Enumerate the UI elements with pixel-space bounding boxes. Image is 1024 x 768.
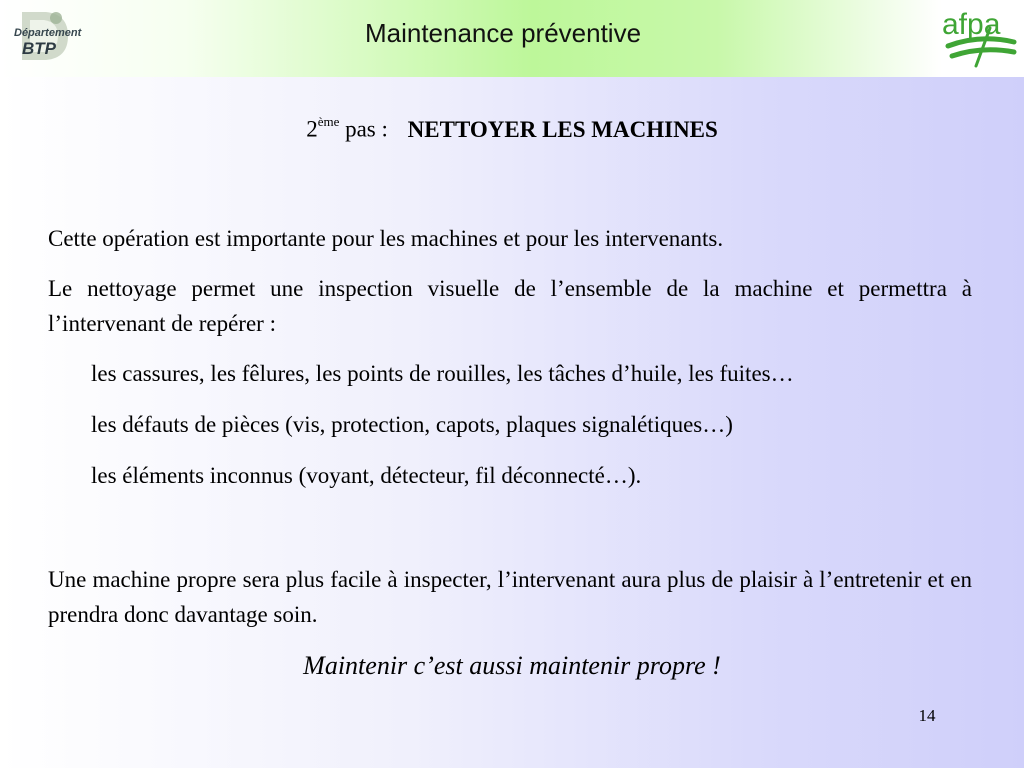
list-item: les défauts de pièces (vis, protection, capots, plaques signalétiques…) bbox=[91, 412, 733, 437]
list-item: les éléments inconnus (voyant, détecteur, fil déconnecté…). bbox=[91, 463, 642, 488]
step-title: NETTOYER LES MACHINES bbox=[407, 116, 718, 142]
inspection-paragraph: Le nettoyage permet une inspection visuelle de l’ensemble de la machine et permettra à l’intervenant de repérer : bbox=[48, 276, 972, 336]
step-number: 2 bbox=[306, 116, 318, 142]
intro-paragraph: Cette opération est importante pour les machines et pour les intervenants. bbox=[48, 226, 724, 251]
slide-title: Maintenance préventive bbox=[364, 18, 642, 48]
conclusion-paragraph: Une machine propre sera plus facile à inspecter, l’intervenant aura plus de plaisir à l’entretenir et en prendra donc davantage soin. bbox=[48, 567, 972, 627]
btp-logo-line1: Département bbox=[14, 27, 82, 39]
afpa-logo-text: afpa bbox=[942, 8, 1001, 41]
step-heading bbox=[0, 116, 1024, 143]
page-number: 14 bbox=[918, 706, 936, 725]
slide-header bbox=[0, 0, 1024, 77]
list-item: les cassures, les fêlures, les points de rouilles, les tâches d’huile, les fuites… bbox=[91, 361, 794, 386]
afpa-logo bbox=[940, 4, 1018, 72]
btp-logo-line2: BTP bbox=[22, 39, 56, 58]
step-label: pas : bbox=[345, 116, 388, 142]
motto: Maintenir c’est aussi maintenir propre ! bbox=[303, 651, 721, 680]
step-superscript: ème bbox=[317, 114, 340, 129]
